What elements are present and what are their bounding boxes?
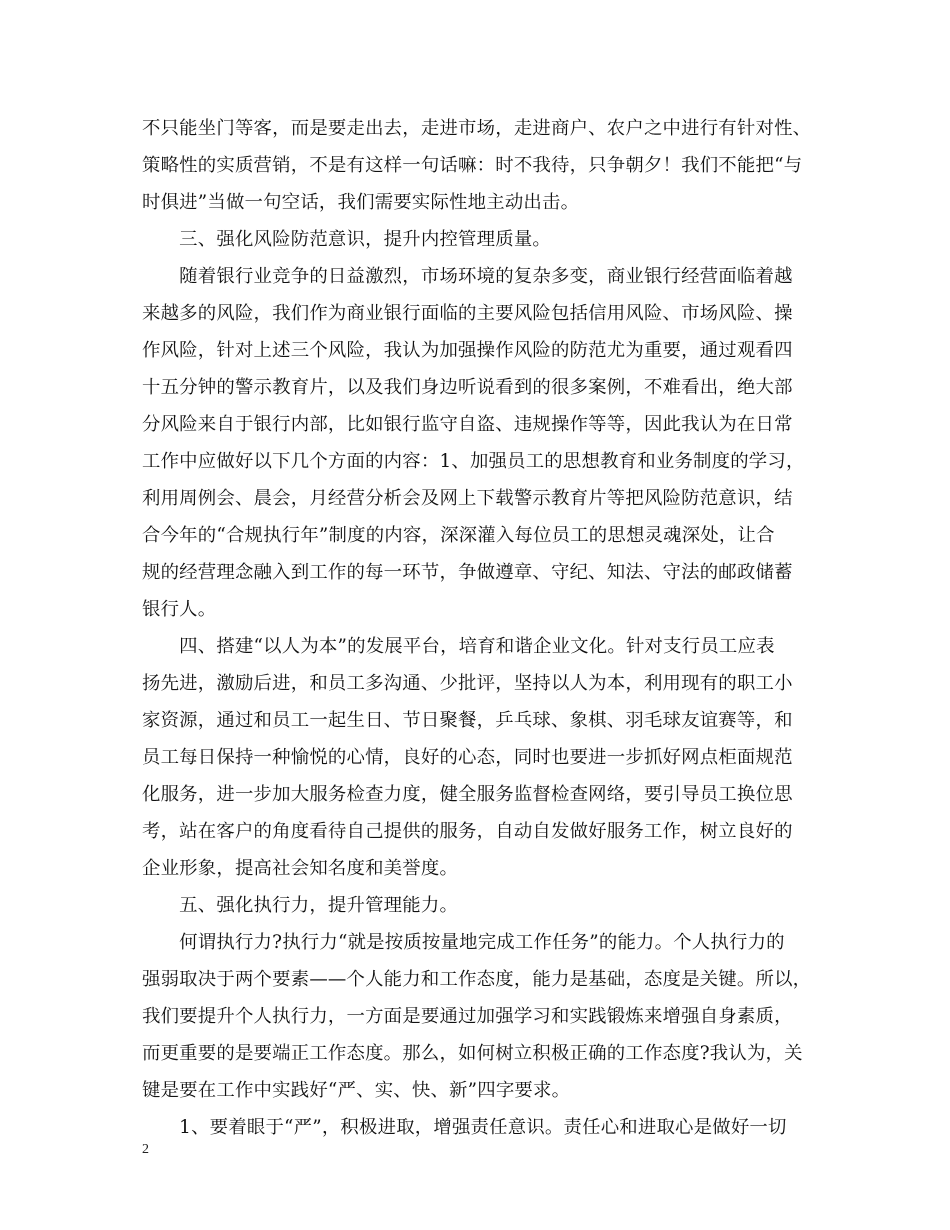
section-heading: 五、强化执行力，提升管理能力。 — [142, 895, 459, 916]
body-text-line: 随着银行业竞争的日益激烈，市场环境的复杂多变，商业银行经营面临着越 — [142, 266, 793, 287]
body-text-line: 分风险来自于银行内部，比如银行监守自盗、违规操作等等，因此我认为在日常 — [142, 414, 793, 435]
body-text-line: 键是要在工作中实践好“严、实、快、新”四字要求。 — [142, 1080, 571, 1101]
body-text-line: 工作中应做好以下几个方面的内容：1、加强员工的思想教育和业务制度的学习， — [142, 451, 805, 472]
body-text-line: 作风险，针对上述三个风险，我认为加强操作风险的防范尤为重要，通过观看四 — [142, 340, 793, 361]
section-heading: 三、强化风险防范意识，提升内控管理质量。 — [142, 229, 551, 250]
body-text-line: 考，站在客户的角度看待自己提供的服务，自动自发做好服务工作，树立良好的 — [142, 821, 793, 842]
body-text-line: 家资源，通过和员工一起生日、节日聚餐，乒乓球、象棋、羽毛球友谊赛等，和 — [142, 710, 793, 731]
section-heading: 四、搭建“以人为本”的发展平台，培育和谐企业文化。针对支行员工应表 — [142, 636, 775, 657]
body-text-line: 不只能坐门等客，而是要走出去，走进市场，走进商户、农户之中进行有针对性、 — [142, 118, 812, 139]
body-text-line: 十五分钟的警示教育片，以及我们身边听说看到的很多案例，不难看出，绝大部 — [142, 377, 793, 398]
body-text-line: 1、要着眼于“严”，积极进取，增强责任意识。责任心和进取心是做好一切 — [142, 1117, 787, 1138]
body-text-line: 时俱进”当做一句空话，我们需要实际性地主动出击。 — [142, 192, 580, 213]
body-text-line: 合今年的“合规执行年”制度的内容，深深灌入每位员工的思想灵魂深处，让合 — [142, 525, 775, 546]
body-text-line: 扬先进，激励后进，和员工多沟通、少批评，坚持以人为本，利用现有的职工小 — [142, 673, 793, 694]
body-text-line: 银行人。 — [142, 599, 217, 620]
body-text-line: 何谓执行力?执行力“就是按质按量地完成工作任务”的能力。个人执行力的 — [142, 932, 785, 953]
body-text-line: 企业形象，提高社会知名度和美誉度。 — [142, 858, 459, 879]
body-text-line: 强弱取决于两个要素——个人能力和工作态度，能力是基础，态度是关键。所以， — [142, 969, 812, 990]
body-text-line: 我们要提升个人执行力，一方面是要通过加强学习和实践锻炼来增强自身素质， — [142, 1006, 793, 1027]
body-text-line: 而更重要的是要端正工作态度。那么，如何树立积极正确的工作态度?我认为，关 — [142, 1043, 803, 1064]
body-text-line: 规的经营理念融入到工作的每一环节，争做遵章、守纪、知法、守法的邮政储蓄 — [142, 562, 793, 583]
body-text-line: 员工每日保持一种愉悦的心情，良好的心态，同时也要进一步抓好网点柜面规范 — [142, 747, 793, 768]
body-text-line: 化服务，进一步加大服务检查力度，健全服务监督检查网络，要引导员工换位思 — [142, 784, 793, 805]
body-text-line: 来越多的风险，我们作为商业银行面临的主要风险包括信用风险、市场风险、操 — [142, 303, 793, 324]
page-number: 2 — [142, 1142, 149, 1157]
body-text-line: 策略性的实质营销，不是有这样一句话嘛：时不我待，只争朝夕！我们不能把“与 — [142, 155, 803, 176]
body-text-line: 利用周例会、晨会，月经营分析会及网上下载警示教育片等把风险防范意识，结 — [142, 488, 793, 509]
